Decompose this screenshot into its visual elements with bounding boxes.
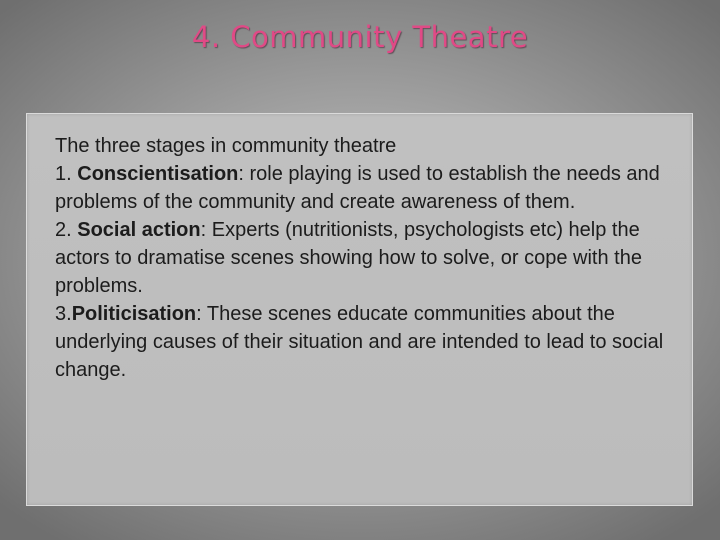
- slide-title: 4. Community Theatre: [191, 20, 529, 54]
- stage-term: Social action: [77, 219, 201, 241]
- stage-number: 2.: [55, 219, 78, 241]
- stage-term: Politicisation: [71, 303, 197, 325]
- stage-item: [55, 160, 680, 216]
- intro-line: The three stages in community theatre: [55, 135, 397, 157]
- stage-number: 3.: [55, 303, 72, 325]
- stage-item: [55, 216, 680, 300]
- stage-term: Conscientisation: [77, 163, 239, 185]
- stage-description: : Experts (nutritionists, psychologists etc) help the actors to dramatise scenes showing how to solve, or cope with the problems.: [55, 219, 642, 297]
- stage-number: 1.: [55, 163, 78, 185]
- stage-item: [55, 300, 680, 384]
- slide-body: [55, 132, 680, 384]
- stage-description: : These scenes educate communities about the underlying causes of their situation and are intended to lead to social change.: [55, 303, 664, 381]
- stage-description: : role playing is used to establish the needs and problems of the community and create awareness of them.: [55, 163, 660, 213]
